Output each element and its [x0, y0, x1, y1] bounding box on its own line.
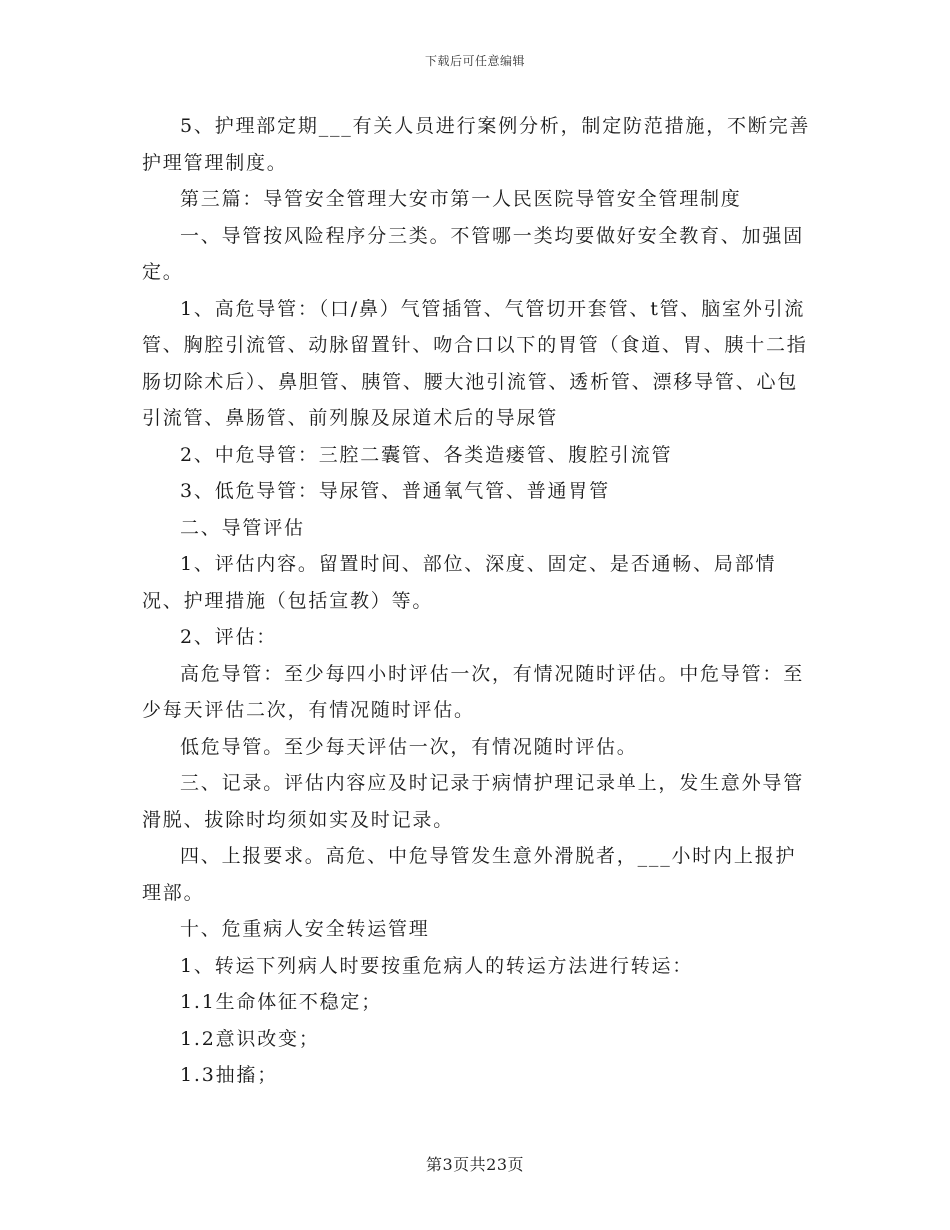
section-heading: 十、危重病人安全转运管理	[180, 918, 430, 940]
paragraph: 高危导管：至少每四小时评估一次，有情况随时评估。中危导管：至少每天评估二次，有情况随时评估。	[142, 662, 805, 721]
paragraph: 三、记录。评估内容应及时记录于病情护理记录单上，发生意外导管滑脱、拔除时均须如实及时记录。	[142, 772, 805, 831]
list-item: 1.1生命体征不稳定；	[180, 991, 383, 1013]
paragraph: 2、评估：	[180, 626, 278, 648]
paragraph: 1、高危导管：（口/鼻）气管插管、气管切开套管、t管、脑室外引流管、胸腔引流管、动脉留置针、吻合口以下的胃管（食道、胃、胰十二指肠切除术后）、鼻胆管、胰管、腰大池引流管、透析管、漂移导管、心包引流管、鼻肠管、前列腺及尿道术后的导尿管	[142, 297, 808, 429]
section-title: 第三篇：导管安全管理大安市第一人民医院导管安全管理制度	[180, 188, 742, 210]
paragraph: 2、中危导管：三腔二囊管、各类造瘘管、腹腔引流管	[180, 443, 673, 466]
document-body	[142, 108, 812, 1094]
page-header: 下载后可任意编辑	[424, 54, 525, 68]
paragraph: 3、低危导管：导尿管、普通氧气管、普通胃管	[180, 480, 610, 502]
paragraph: 四、上报要求。高危、中危导管发生意外滑脱者，___小时内上报护理部。	[142, 845, 797, 904]
paragraph: 一、导管按风险程序分三类。不管哪一类均要做好安全教育、加强固定。	[142, 224, 805, 283]
section-heading: 二、导管评估	[180, 516, 305, 539]
list-item: 1.3抽搐；	[180, 1064, 279, 1086]
paragraph: 5、护理部定期___有关人员进行案例分析，制定防范措施，不断完善护理管理制度。	[142, 115, 811, 174]
list-item: 1.2意识改变；	[180, 1027, 320, 1050]
paragraph: 低危导管。至少每天评估一次，有情况随时评估。	[180, 735, 638, 758]
page-number: 第3页共23页	[425, 1155, 525, 1174]
paragraph: 1、评估内容。留置时间、部位、深度、固定、是否通畅、局部情况、护理措施（包括宣教）等。	[142, 553, 777, 612]
paragraph: 1、转运下列病人时要按重危病人的转运方法进行转运：	[180, 954, 694, 977]
